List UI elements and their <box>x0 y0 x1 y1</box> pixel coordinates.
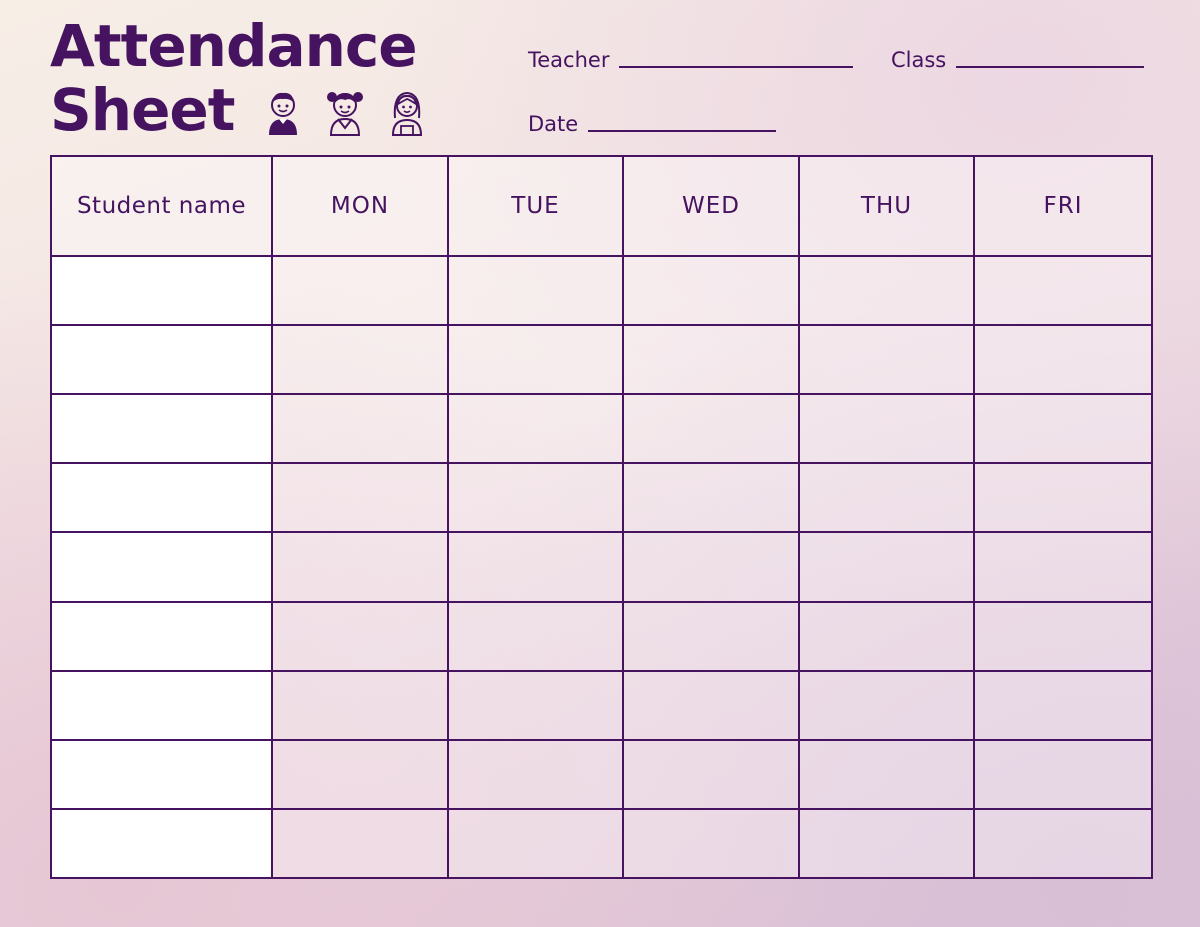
table-row <box>51 671 1152 740</box>
attendance-cell-thu[interactable] <box>799 671 974 740</box>
kids-illustration <box>264 88 426 136</box>
attendance-cell-mon[interactable] <box>272 602 448 671</box>
attendance-cell-mon[interactable] <box>272 394 448 463</box>
attendance-cell-thu[interactable] <box>799 394 974 463</box>
attendance-cell-wed[interactable] <box>623 809 799 878</box>
attendance-cell-fri[interactable] <box>974 671 1152 740</box>
attendance-cell-fri[interactable] <box>974 532 1152 601</box>
class-input-line[interactable] <box>956 66 1144 68</box>
attendance-cell-fri[interactable] <box>974 394 1152 463</box>
attendance-cell-mon[interactable] <box>272 671 448 740</box>
date-label: Date <box>528 112 579 136</box>
student-name-cell[interactable] <box>51 325 272 394</box>
attendance-cell-thu[interactable] <box>799 602 974 671</box>
header-student-name: Student name <box>51 156 272 256</box>
student-name-cell[interactable] <box>51 602 272 671</box>
attendance-cell-thu[interactable] <box>799 809 974 878</box>
header-row <box>51 156 1152 256</box>
attendance-cell-wed[interactable] <box>623 256 799 325</box>
attendance-cell-tue[interactable] <box>448 740 623 809</box>
table-row <box>51 809 1152 878</box>
attendance-cell-fri[interactable] <box>974 602 1152 671</box>
attendance-cell-wed[interactable] <box>623 532 799 601</box>
attendance-cell-wed[interactable] <box>623 671 799 740</box>
attendance-cell-mon[interactable] <box>272 256 448 325</box>
attendance-cell-fri[interactable] <box>974 463 1152 532</box>
teacher-field[interactable] <box>528 48 853 72</box>
attendance-cell-tue[interactable] <box>448 809 623 878</box>
student-name-cell[interactable] <box>51 256 272 325</box>
attendance-cell-thu[interactable] <box>799 463 974 532</box>
attendance-cell-mon[interactable] <box>272 740 448 809</box>
student-name-cell[interactable] <box>51 671 272 740</box>
student-name-cell[interactable] <box>51 809 272 878</box>
attendance-cell-mon[interactable] <box>272 532 448 601</box>
attendance-cell-tue[interactable] <box>448 394 623 463</box>
attendance-cell-mon[interactable] <box>272 463 448 532</box>
attendance-cell-tue[interactable] <box>448 256 623 325</box>
girl-pigtails-icon <box>326 88 364 136</box>
header-mon: MON <box>272 156 448 256</box>
table-row <box>51 463 1152 532</box>
girl-icon <box>388 88 426 136</box>
teacher-input-line[interactable] <box>619 66 853 68</box>
class-label: Class <box>891 48 947 72</box>
attendance-cell-mon[interactable] <box>272 325 448 394</box>
table-row <box>51 394 1152 463</box>
student-name-cell[interactable] <box>51 463 272 532</box>
attendance-cell-thu[interactable] <box>799 532 974 601</box>
attendance-cell-wed[interactable] <box>623 602 799 671</box>
attendance-cell-thu[interactable] <box>799 740 974 809</box>
boy-icon <box>264 88 302 136</box>
attendance-cell-tue[interactable] <box>448 671 623 740</box>
header-wed: WED <box>623 156 799 256</box>
attendance-cell-wed[interactable] <box>623 740 799 809</box>
student-name-cell[interactable] <box>51 532 272 601</box>
header-thu: THU <box>799 156 974 256</box>
attendance-table <box>50 155 1153 879</box>
student-name-cell[interactable] <box>51 740 272 809</box>
title-line-2: Sheet <box>50 76 235 144</box>
table-row <box>51 740 1152 809</box>
attendance-cell-tue[interactable] <box>448 325 623 394</box>
attendance-cell-fri[interactable] <box>974 740 1152 809</box>
attendance-cell-fri[interactable] <box>974 809 1152 878</box>
table-row <box>51 256 1152 325</box>
attendance-cell-wed[interactable] <box>623 394 799 463</box>
attendance-cell-thu[interactable] <box>799 256 974 325</box>
attendance-cell-tue[interactable] <box>448 463 623 532</box>
date-field[interactable] <box>528 112 776 136</box>
attendance-cell-wed[interactable] <box>623 325 799 394</box>
table-row <box>51 325 1152 394</box>
teacher-label: Teacher <box>528 48 610 72</box>
attendance-cell-fri[interactable] <box>974 256 1152 325</box>
attendance-cell-mon[interactable] <box>272 809 448 878</box>
table-row <box>51 602 1152 671</box>
attendance-cell-tue[interactable] <box>448 532 623 601</box>
date-input-line[interactable] <box>588 130 776 132</box>
header-fri: FRI <box>974 156 1152 256</box>
class-field[interactable] <box>891 48 1144 72</box>
title-line-1: Attendance <box>50 12 417 80</box>
attendance-cell-tue[interactable] <box>448 602 623 671</box>
header-tue: TUE <box>448 156 623 256</box>
student-name-cell[interactable] <box>51 394 272 463</box>
page-title <box>50 14 426 142</box>
attendance-cell-wed[interactable] <box>623 463 799 532</box>
attendance-cell-fri[interactable] <box>974 325 1152 394</box>
table-row <box>51 532 1152 601</box>
attendance-cell-thu[interactable] <box>799 325 974 394</box>
